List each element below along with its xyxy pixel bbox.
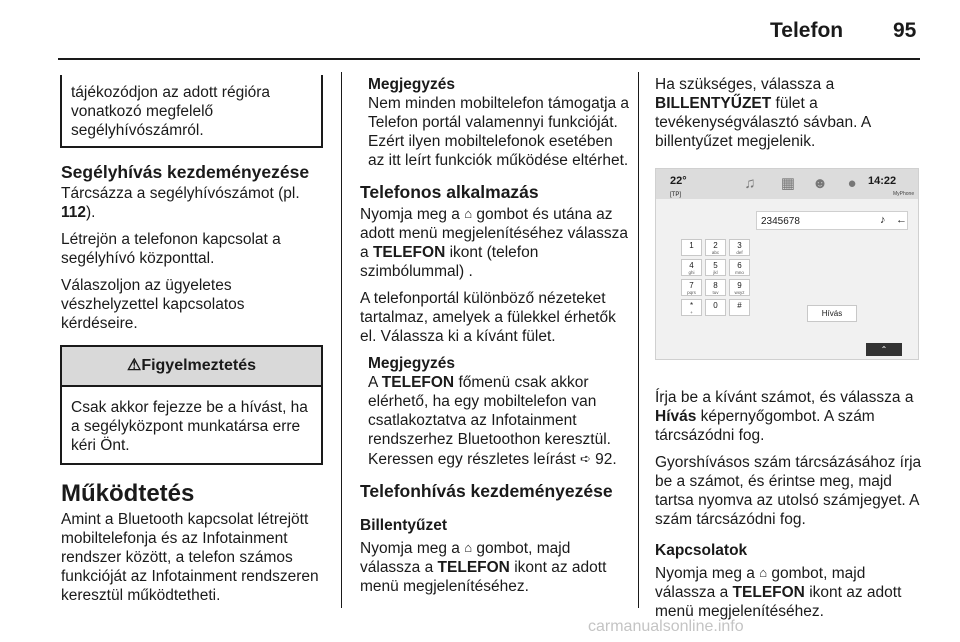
paragraph-enter-number: Írja be a kívánt számot, és válassza a Hívás képernyőgombot. A szám tárcsázódni fog.: [655, 389, 914, 444]
key-digit: 2: [713, 241, 718, 250]
column-divider-2: [638, 72, 639, 608]
page-number: 95: [893, 19, 917, 42]
key-digit: 9: [737, 281, 742, 290]
note-heading: Megjegyzés: [368, 355, 456, 372]
key-digit: 1: [689, 241, 694, 250]
column-divider-1: [341, 72, 342, 608]
call-button[interactable]: Hívás: [807, 305, 857, 322]
keypad-key[interactable]: [681, 279, 702, 296]
keypad-key[interactable]: [729, 279, 750, 296]
page-header: [0, 0, 960, 62]
key-digit: 5: [713, 261, 718, 270]
paragraph-select-keypad: Ha szükséges, válassza a BILLENTYŰZET fület a tevékenységválasztó sávban. A billentyűzet megjelenik.: [655, 76, 871, 150]
watermark: carmanualsonline.info: [588, 618, 744, 635]
temperature: 22°: [670, 175, 687, 187]
heading-operation: Működtetés: [61, 480, 195, 507]
clock: 14:22: [868, 175, 897, 187]
paragraph-dial: Tárcsázza a segélyhívószámot (pl. 112).: [61, 185, 300, 221]
keypad-key[interactable]: [705, 259, 726, 276]
warning-box: [60, 345, 323, 465]
key-letters: wxyz: [734, 290, 745, 295]
continued-note-box: [60, 75, 323, 148]
device-name: MyPhone: [893, 191, 915, 197]
paragraph-tabs: A telefonportál különböző nézeteket tartalmaz, amelyek a fülekkel érhetők el. Válassza ki a kívánt fület.: [360, 290, 616, 345]
warning-icon: ⚠: [126, 357, 142, 374]
column-3: [655, 75, 923, 629]
chevron-up-icon[interactable]: ⌃: [866, 343, 902, 356]
paragraph-connection: Létrejön a telefonon kapcsolat a segélyhívó központtal.: [61, 231, 281, 267]
keypad-key[interactable]: [681, 239, 702, 256]
infotainment-screen-figure: [655, 168, 919, 360]
page-ref-arrow-icon: ➪: [579, 451, 591, 466]
key-letters: +: [690, 310, 693, 315]
key-letters: jkl: [713, 270, 718, 275]
key-letters: tuv: [712, 290, 719, 295]
paragraph-answer: Válaszoljon az ügyeletes vészhelyzettel kapcsolatos kérdéseire.: [61, 277, 245, 332]
page-ref[interactable]: 92: [595, 451, 613, 468]
key-letters: ghi: [688, 270, 695, 275]
heading-keypad: Billentyűzet: [360, 517, 447, 534]
paragraph-operation: Amint a Bluetooth kapcsolat létrejött mobiltelefonja és az Infotainment rendszer között, a telefon számos funkcióját az Infotainment rendszeren keresztül működtetheti.: [61, 511, 319, 604]
key-digit: 0: [713, 301, 718, 310]
key-letters: pqrs: [687, 290, 696, 295]
paragraph-open-phone: Nyomja meg a ⌂ gombot és utána az adott menü megjelenítéséhez válassza a TELEFON ikont (telefon szimbólummal) .: [360, 206, 628, 280]
home-icon: ⌂: [464, 540, 473, 555]
key-letters: mno: [735, 270, 744, 275]
backspace-icon[interactable]: ←: [896, 214, 907, 226]
box-text: tájékozódjon az adott régióra vonatkozó megfelelő segélyhívószámról.: [71, 84, 271, 139]
warning-title: Figyelmeztetés: [141, 357, 257, 374]
key-digit: 4: [689, 261, 694, 270]
note-text: Nem minden mobiltelefon támogatja a Telefon portál valamennyi funkcióját. Ezért ilyen mobiltelefonok esetében az itt leírt funkciók működése eltérhet.: [368, 95, 630, 169]
keypad-key[interactable]: [681, 299, 702, 316]
key-digit: #: [737, 301, 742, 310]
keypad-key[interactable]: [681, 259, 702, 276]
column-2: [360, 75, 632, 604]
tab-alert-icon[interactable]: ●: [847, 175, 857, 192]
number-display: 2345678: [756, 211, 908, 230]
tab-contacts-icon[interactable]: ☻: [812, 175, 828, 192]
key-digit: *: [689, 301, 694, 310]
home-icon: ⌂: [464, 206, 473, 221]
paragraph-speed-dial: Gyorshívásos szám tárcsázásához írja be a számot, és érintse meg, majd tartsa nyomva az utolsó számjegyet. A szám tárcsázódni fog.: [655, 454, 922, 528]
warning-header: [62, 347, 321, 387]
heading-make-call: Telefonhívás kezdeményezése: [360, 481, 613, 501]
note-2: [360, 354, 632, 469]
tp-indicator: [TP]: [670, 192, 682, 198]
keypad-key[interactable]: [729, 299, 750, 316]
page-title: Telefon: [770, 19, 844, 42]
key-digit: 7: [689, 281, 694, 290]
key-digit: 8: [713, 281, 718, 290]
key-letters: def: [736, 250, 743, 255]
keypad-key[interactable]: [705, 279, 726, 296]
note-text: A TELEFON főmenü csak akkor elérhető, ha egy mobiltelefon van csatlakoztatva az Infotainment rendszerhez Bluetoothon keresztül. Keressen egy részletes leírást ➪ 92.: [368, 374, 617, 468]
page-ref[interactable]: 112: [61, 204, 87, 221]
home-icon: ⌂: [759, 565, 768, 580]
tab-music-icon[interactable]: ♫: [744, 175, 756, 192]
voice-icon[interactable]: ♪: [880, 214, 886, 226]
key-digit: 6: [737, 261, 742, 270]
note-1: [360, 75, 632, 170]
tab-keypad-icon[interactable]: ▦: [780, 175, 796, 192]
warning-text: Csak akkor fejezze be a hívást, ha a segélyközpont munkatársa erre kéri Önt.: [71, 399, 308, 454]
heading-contacts: Kapcsolatok: [655, 542, 748, 559]
paragraph-keypad: Nyomja meg a ⌂ gombot, majd válassza a TELEFON ikont az adott menü megjelenítéséhez.: [360, 540, 607, 595]
key-digit: 3: [737, 241, 742, 250]
heading-phone-app: Telefonos alkalmazás: [360, 182, 539, 202]
header-rule: [58, 58, 920, 60]
note-heading: Megjegyzés: [368, 76, 456, 93]
heading-emergency-call: Segélyhívás kezdeményezése: [61, 162, 310, 182]
paragraph-contacts: Nyomja meg a ⌂ gombot, majd válassza a TELEFON ikont az adott menü megjelenítéséhez.: [655, 565, 902, 620]
keypad-key[interactable]: [705, 299, 726, 316]
keypad-key[interactable]: [705, 239, 726, 256]
keypad-key[interactable]: [729, 239, 750, 256]
key-letters: abc: [711, 250, 720, 255]
keypad-key[interactable]: [729, 259, 750, 276]
column-1: [61, 75, 323, 613]
